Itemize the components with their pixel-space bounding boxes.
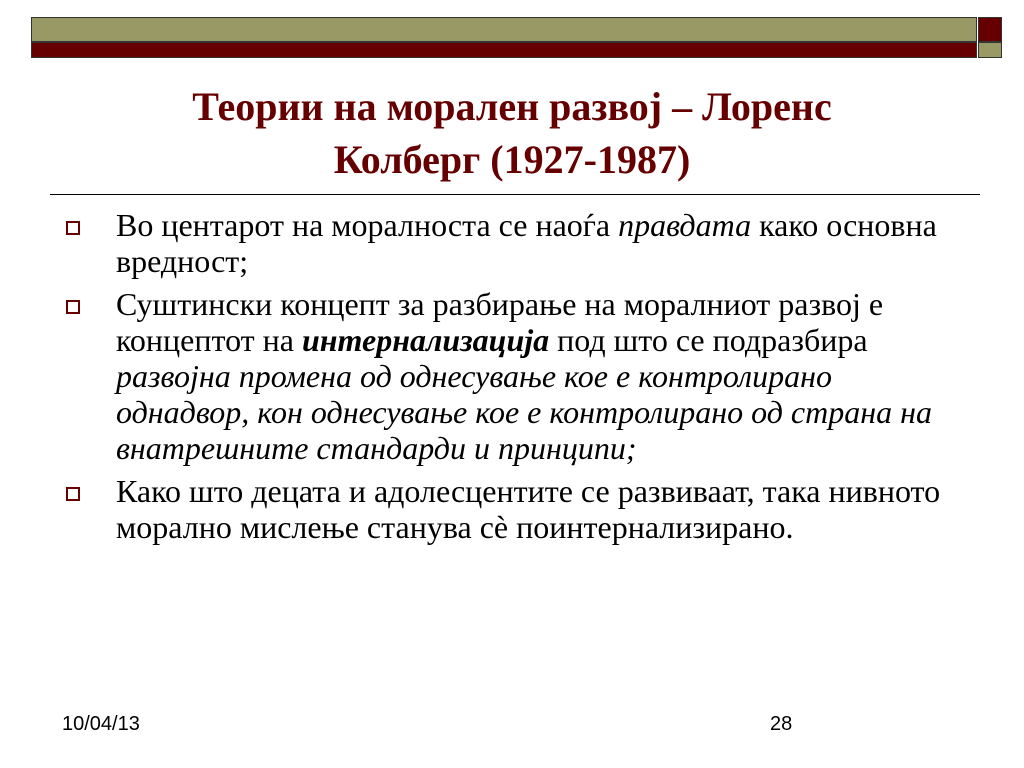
slide-title-line-2: Колберг (1927-1987) xyxy=(333,137,691,182)
hollow-square-icon xyxy=(66,300,80,314)
bullet-text: Како што децата и адолесцентите се развиваат, така нивното морално мислење станува сѐ поинтернализирано. xyxy=(116,473,941,545)
footer-page-number: 28 xyxy=(770,713,793,735)
bullet-text: Во центарот на моралноста се наоѓа xyxy=(116,207,619,243)
bullet-list xyxy=(62,207,972,552)
title-divider xyxy=(50,194,980,195)
header-bar-maroon xyxy=(31,42,977,58)
bullet-text-italic: правдата xyxy=(618,207,752,243)
slide-title xyxy=(100,80,924,186)
bullet-item xyxy=(62,207,972,279)
header-square-maroon xyxy=(978,17,1002,42)
hollow-square-icon xyxy=(66,221,80,235)
bullet-text-italic: развојна промена од однесување кое е контролирано однадвор, кон однесување кое е контролирано од страна на внатрешните стандарди и принципи; xyxy=(116,358,932,466)
footer-date: 10/04/13 xyxy=(62,713,140,735)
hollow-square-icon xyxy=(66,487,80,501)
bullet-text: Суштински концепт за разбирање на моралниот развој е концептот на xyxy=(116,286,884,358)
slide-title-line-1: Теории на морален развој – Лоренс xyxy=(192,84,832,129)
header-square-olive xyxy=(978,42,1002,58)
bullet-text: како основна вредност; xyxy=(116,207,937,279)
bullet-text: под што се подразбира xyxy=(549,322,868,358)
bullet-text-bold-italic: интернализација xyxy=(301,322,550,358)
bullet-item xyxy=(62,473,972,545)
bullet-item xyxy=(62,286,972,466)
header-bar-olive xyxy=(31,17,977,42)
